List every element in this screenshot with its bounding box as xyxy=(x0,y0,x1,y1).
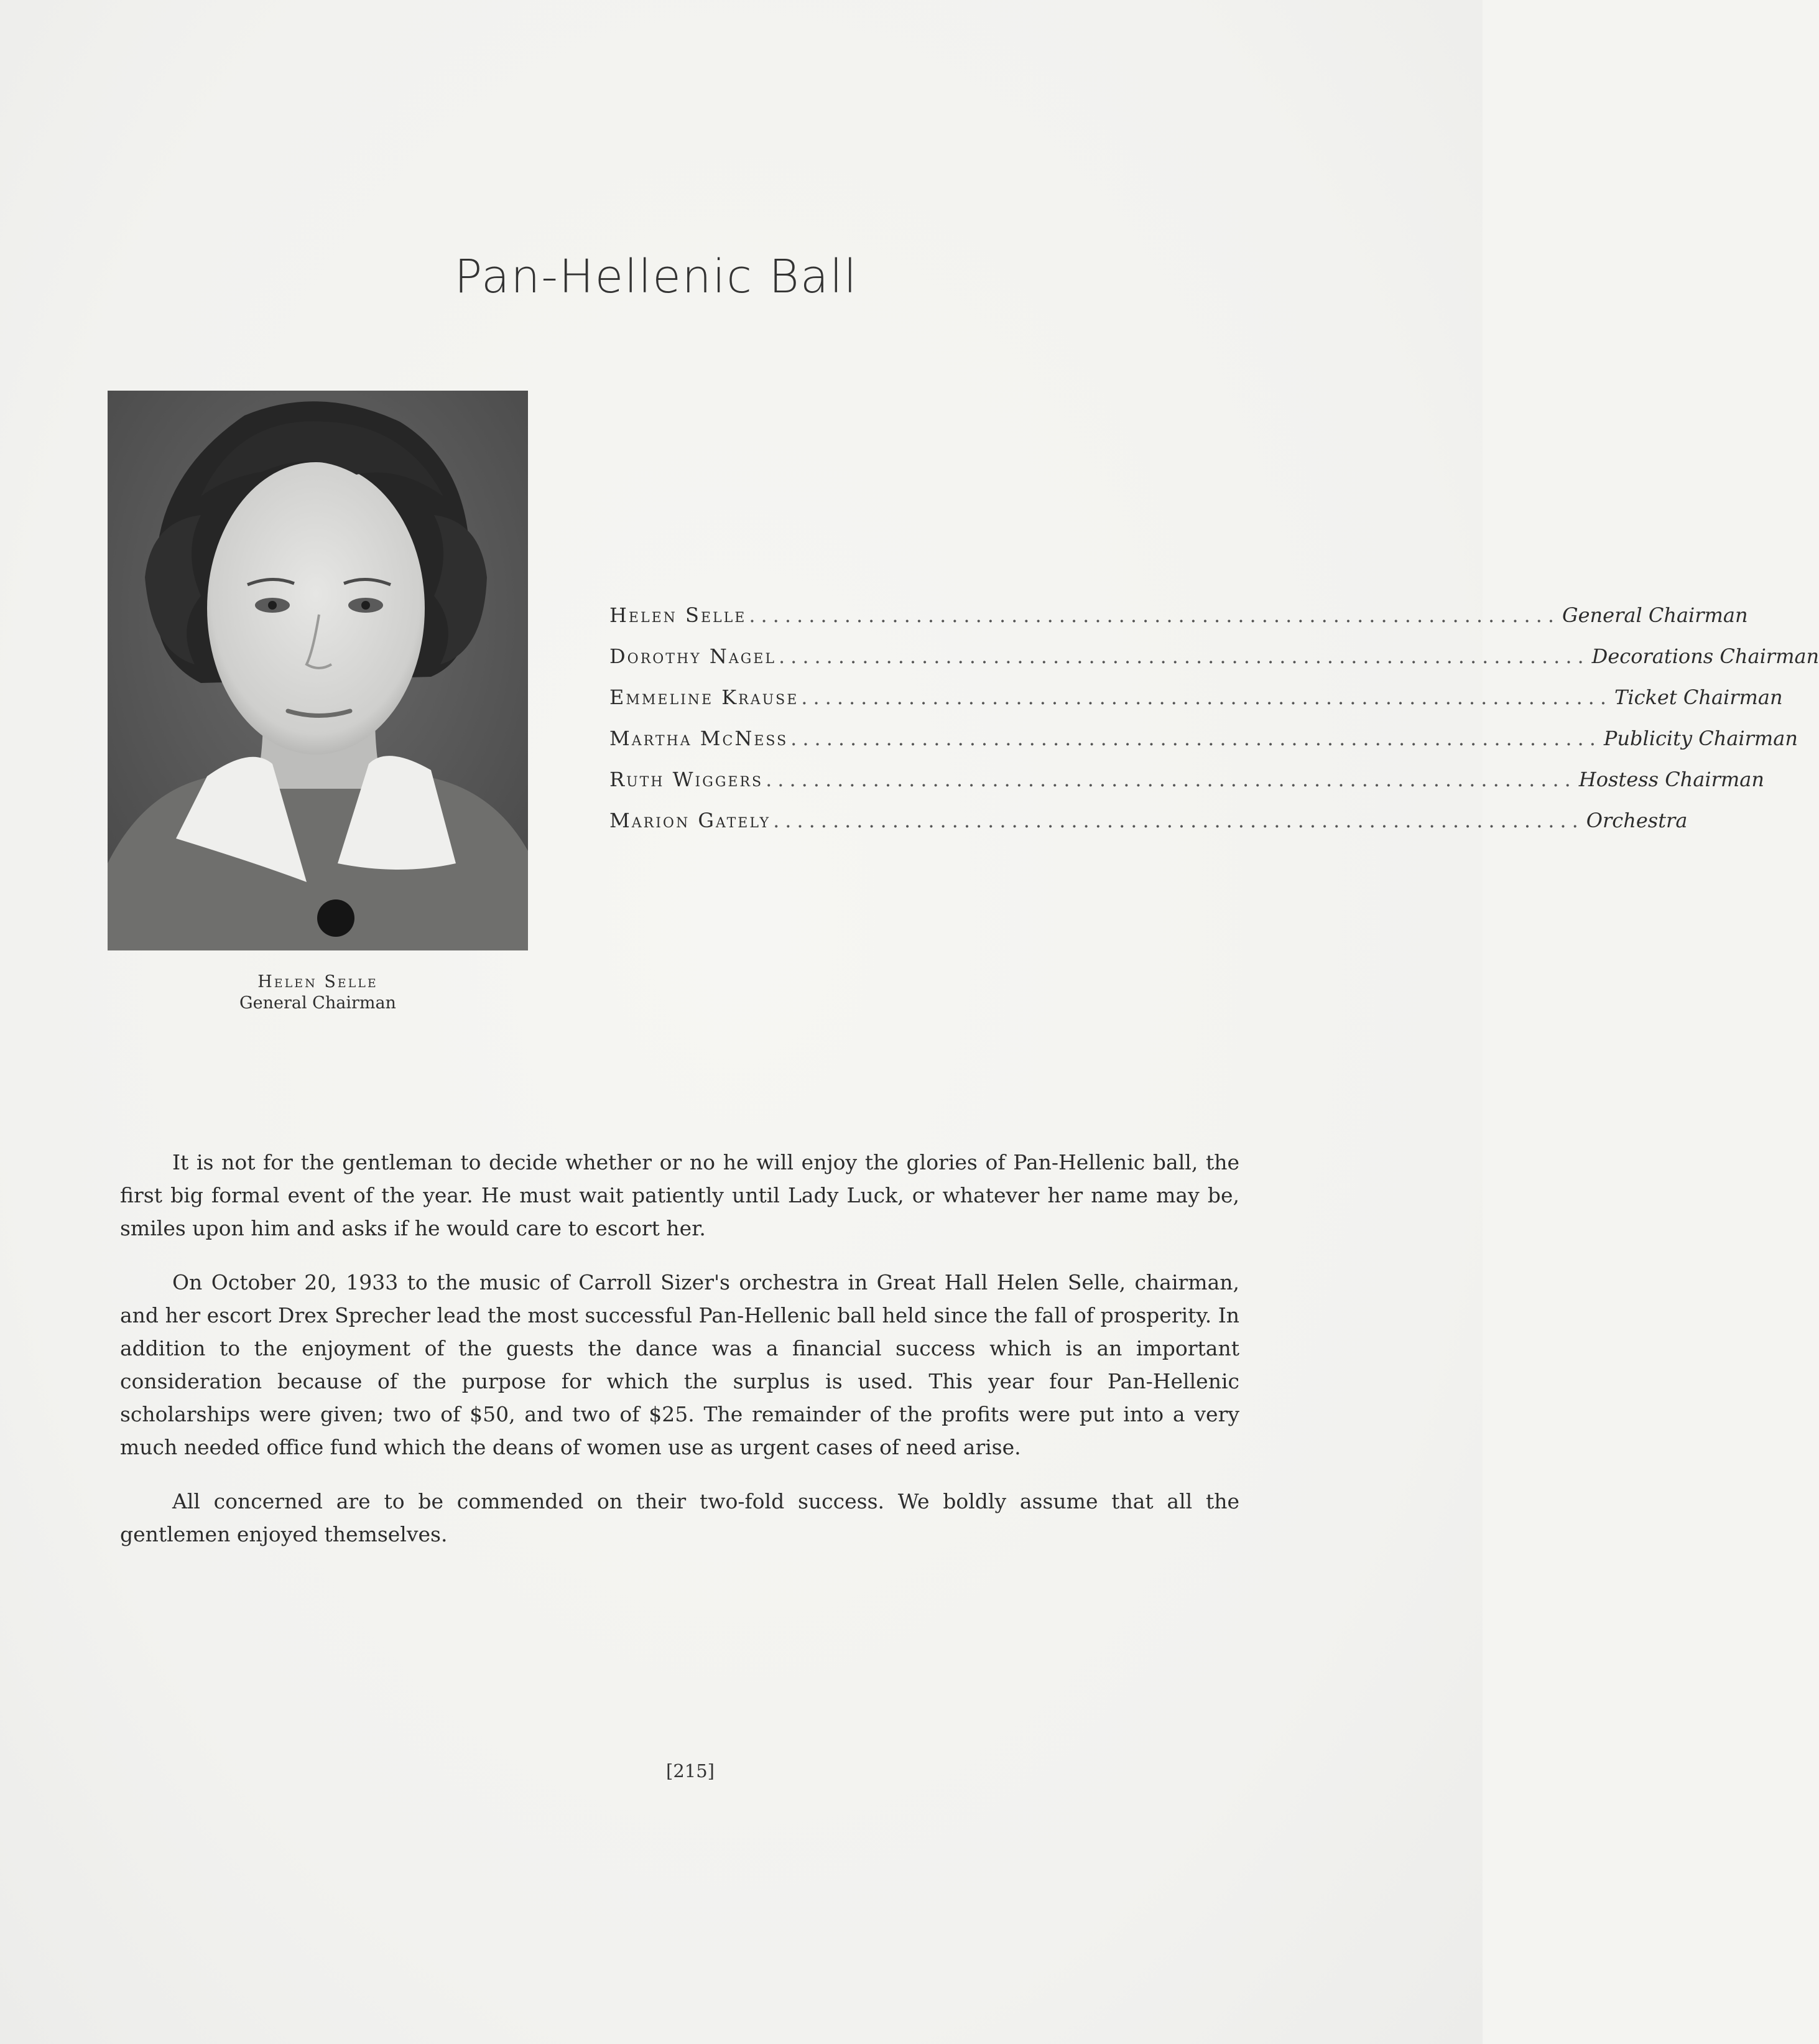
page-title: Pan-Hellenic Ball xyxy=(454,250,858,304)
page-number: [215] xyxy=(666,1760,715,1782)
committee-row xyxy=(609,768,1764,809)
paragraph: It is not for the gentleman to decide whether or no he will enjoy the glories of Pan-Hellenic ball, the first big formal event of the year. He must wait patiently until Lady Luck, or whatever her name may be, smiles upon him and asks if he would care to escort her. xyxy=(120,1150,1239,1240)
caption-name: Helen Selle xyxy=(257,972,378,992)
committee-member-name: Martha McNess xyxy=(609,727,789,750)
portrait-photo xyxy=(108,391,528,950)
dot-leader: .................................................................... xyxy=(790,727,1601,750)
committee-member-role: Hostess Chairman xyxy=(1578,768,1764,791)
dot-leader: .................................................................... xyxy=(773,809,1584,832)
committee-member-name: Dorothy Nagel xyxy=(609,644,776,668)
committee-row xyxy=(609,809,1688,850)
committee-row xyxy=(609,644,1819,685)
committee-row xyxy=(609,603,1748,644)
committee-list xyxy=(609,603,1819,850)
committee-member-role: Orchestra xyxy=(1586,809,1688,832)
committee-row xyxy=(609,685,1783,727)
committee-member-role: General Chairman xyxy=(1562,603,1748,627)
committee-member-name: Marion Gately xyxy=(609,809,771,832)
dot-leader: .................................................................... xyxy=(766,768,1576,791)
dot-leader: .................................................................... xyxy=(749,603,1560,627)
paragraph: All concerned are to be commended on their two-fold success. We boldly assume that all the gentlemen enjoyed themselves. xyxy=(120,1489,1239,1546)
committee-member-role: Decorations Chairman xyxy=(1591,644,1819,668)
committee-row xyxy=(609,727,1798,768)
paragraph: On October 20, 1933 to the music of Carroll Sizer's orchestra in Great Hall Helen Selle, chairman, and her escort Drex Sprecher lead the most successful Pan-Hellenic ball held since the fall of prosperity. In addition to the enjoyment of the guests the dance was a financial success which is an important consideration because of the purpose for which the surplus is used. This year four Pan-Hellenic scholarships were given; two of $50, and two of $25. The remainder of the profits were put into a very much needed office fund which the deans of women use as urgent cases of need arise. xyxy=(120,1270,1239,1459)
committee-member-name: Ruth Wiggers xyxy=(609,768,764,791)
article-body xyxy=(120,1146,1239,1572)
photo-caption xyxy=(108,972,528,1014)
committee-member-role: Publicity Chairman xyxy=(1603,727,1798,750)
caption-role: General Chairman xyxy=(239,993,396,1013)
portrait-illustration xyxy=(108,391,528,950)
committee-member-role: Ticket Chairman xyxy=(1614,685,1783,709)
dot-leader: .................................................................... xyxy=(778,644,1590,668)
committee-member-name: Emmeline Krause xyxy=(609,685,799,709)
dot-leader: .................................................................... xyxy=(801,685,1612,709)
committee-member-name: Helen Selle xyxy=(609,603,747,627)
